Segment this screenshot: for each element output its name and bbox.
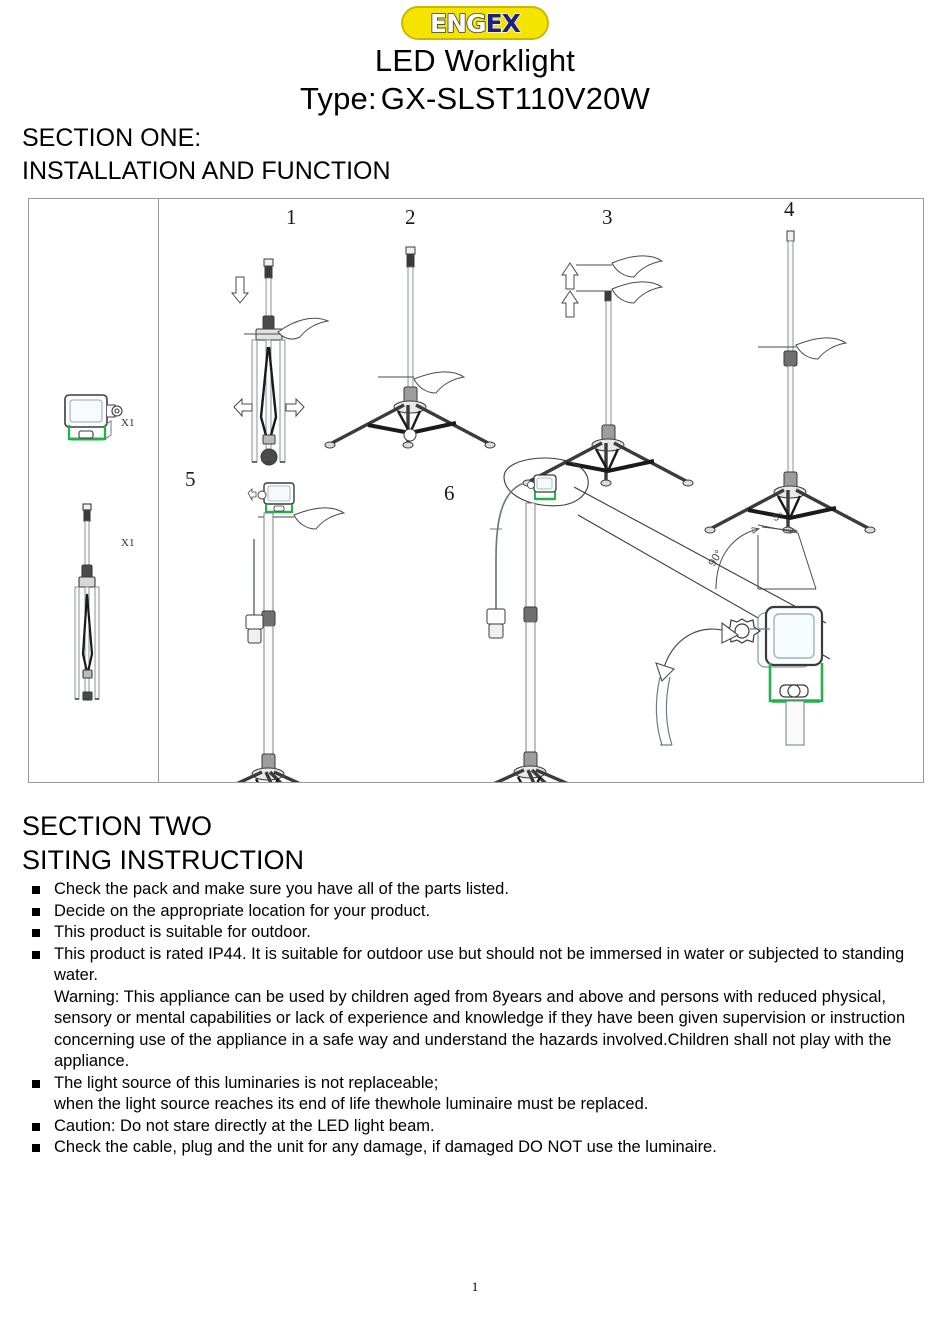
list-item-text: Check the pack and make sure you have all of the parts listed. (54, 880, 509, 898)
list-item (30, 922, 924, 944)
section-one-heading-line1: SECTION ONE: (22, 124, 202, 152)
list-item-text: The light source of this luminaries is not replaceable; (54, 1073, 439, 1092)
parts-list-column (29, 199, 158, 782)
type-value: GX-SLST110V20W (380, 81, 651, 116)
step-number-1: 1 (286, 205, 297, 229)
logo-text-ex: EX (485, 8, 520, 38)
step-number-5: 5 (185, 467, 196, 491)
bullet-square-icon (32, 1123, 40, 1131)
section-one-heading (0, 122, 950, 188)
logo-text-eng: ENG (430, 8, 486, 38)
list-item-text: This product is rated IP44. It is suitable for outdoor use but should not be immersed in water or subjected to standing water. (54, 944, 905, 984)
list-item-text: Check the cable, plug and the unit for any damage, if damaged DO NOT use the luminaire. (54, 1138, 717, 1156)
section-two-heading-line1: SECTION TWO (22, 811, 213, 841)
engex-logo (401, 6, 549, 40)
product-title: LED Worklight (374, 43, 576, 78)
bullet-square-icon (32, 929, 40, 937)
product-type-line (0, 80, 950, 118)
angle-label-90: 90° (706, 548, 726, 569)
siting-instruction-list (0, 879, 950, 1159)
list-item (30, 1137, 924, 1159)
section-one-heading-line2: INSTALLATION AND FUNCTION (22, 157, 391, 185)
list-item (30, 1116, 924, 1138)
section-two-heading (0, 809, 950, 877)
installation-diagram-panel (28, 198, 924, 783)
logo-text (430, 8, 520, 38)
document-title-block (0, 42, 950, 118)
bullet-square-icon (32, 951, 40, 959)
bullet-square-icon (32, 1144, 40, 1152)
step-number-6: 6 (444, 481, 455, 505)
type-label: Type: (299, 81, 377, 116)
list-item-text: Caution: Do not stare directly at the LED light beam. (54, 1116, 435, 1135)
bullet-square-icon (32, 886, 40, 894)
list-item-continuation: Warning: This appliance can be used by children aged from 8years and above and persons with reduced physical, sensory or mental capabilities or lack of experience and knowledge if they have been given supervision or instruction concerning use of the appliance in a safe way and understand the hazards involved.Children shall not play with the appliance. (54, 987, 906, 1070)
page-number: 1 (471, 1279, 479, 1294)
assembly-steps-illustrations (159, 199, 923, 782)
brand-logo-container (0, 0, 950, 40)
part-qty-label-light: X1 (121, 417, 135, 429)
list-item-text: Decide on the appropriate location for your product. (54, 901, 431, 920)
bullet-square-icon (32, 1080, 40, 1088)
step-number-4: 4 (784, 197, 795, 221)
tilt-detail-group (656, 511, 822, 745)
list-item-continuation: when the light source reaches its end of life thewhole luminaire must be replaced. (54, 1095, 649, 1113)
part-qty-label-stand: X1 (121, 537, 135, 549)
section-two-heading-line2: SITING INSTRUCTION (22, 845, 304, 875)
assembly-steps-column (159, 199, 923, 782)
step-number-3: 3 (602, 205, 613, 229)
list-item (30, 879, 924, 901)
bullet-square-icon (32, 908, 40, 916)
list-item-text: This product is suitable for outdoor. (54, 923, 311, 941)
list-item (30, 1073, 924, 1116)
parts-illustrations (29, 199, 158, 782)
angle-label-5: 5° (772, 511, 784, 524)
step-number-2: 2 (405, 205, 416, 229)
list-item (30, 901, 924, 923)
list-item (30, 944, 924, 1073)
